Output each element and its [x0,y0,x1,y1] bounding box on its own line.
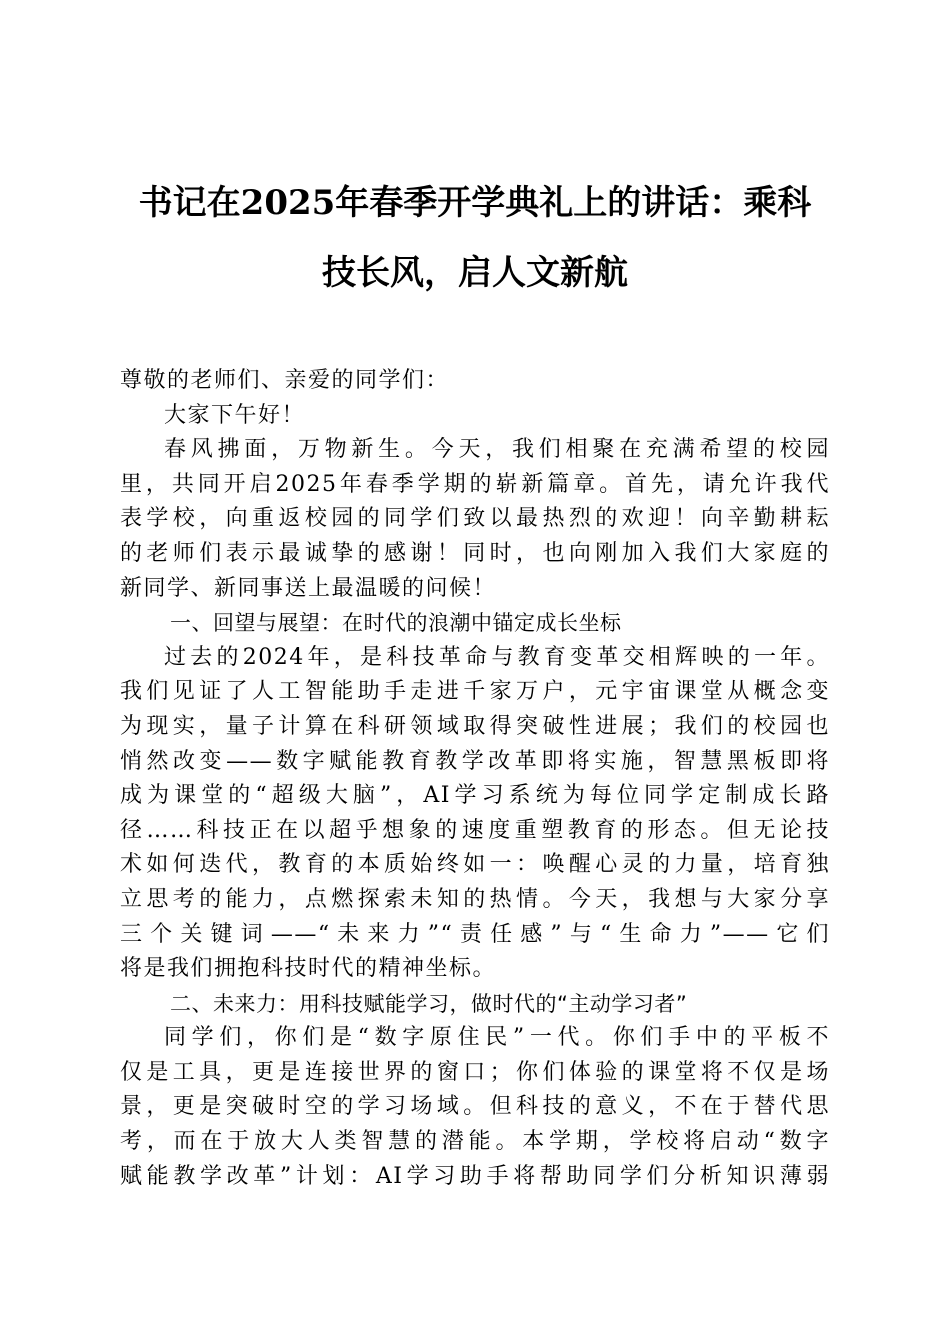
paragraph-line: 三个关键词——“未来力”“责任感”与“生命力”——它们 [120,921,830,947]
paragraph-line: 春风拂面，万物新生。今天，我们相聚在充满希望的校园 [164,437,830,463]
section-heading-1: 一、回望与展望：在时代的浪潮中锚定成长坐标 [170,611,622,636]
paragraph-1 [120,433,830,606]
salutation-text: 尊敬的老师们、亲爱的同学们： [120,368,450,393]
paragraph-line: 成为课堂的“超级大脑”，AI学习系统为每位同学定制成长路 [120,783,830,809]
salutation [120,364,830,399]
paragraph-line: 同学们，你们是“数字原住民”一代。你们手中的平板不 [164,1025,830,1051]
paragraph-line: 仅是工具，更是连接世界的窗口；你们体验的课堂将不仅是场 [120,1059,830,1085]
paragraph-line: 将是我们拥抱科技时代的精神坐标。 [120,956,497,982]
greeting [120,399,830,434]
paragraph-line: 考，而在于放大人类智慧的潜能。本学期，学校将启动“数字 [120,1129,830,1155]
document-body [120,364,830,1194]
paragraph-line: 径……科技正在以超乎想象的速度重塑教育的形态。但无论技 [120,817,830,843]
paragraph-line: 悄然改变——数字赋能教育教学改革即将实施，智慧黑板即将 [120,748,830,774]
paragraph-3 [120,1021,830,1194]
title-line-2: 技长风，启人文新航 [322,253,628,293]
title-line-1: 书记在2025年春季开学典礼上的讲话：乘科 [138,183,812,223]
paragraph-line: 赋能教学改革”计划：AI学习助手将帮助同学们分析知识薄弱 [120,1163,830,1189]
section-heading-2: 二、未来力：用科技赋能学习，做时代的“主动学习者” [170,991,688,1016]
document-title [120,168,830,308]
paragraph-line: 新同学、新同事送上最温暖的问候！ [120,575,497,601]
paragraph-line: 过去的2024年，是科技革命与教育变革交相辉映的一年。 [164,644,830,670]
paragraph-line: 立思考的能力，点燃探索未知的热情。今天，我想与大家分享 [120,886,830,912]
paragraph-line: 我们见证了人工智能助手走进千家万户，元宇宙课堂从概念变 [120,679,830,705]
paragraph-line: 的老师们表示最诚挚的感谢！同时，也向刚加入我们大家庭的 [120,540,830,566]
paragraph-line: 里，共同开启2025年春季学期的崭新篇章。首先，请允许我代 [120,471,830,497]
paragraph-line: 术如何迭代，教育的本质始终如一：唤醒心灵的力量，培育独 [120,852,830,878]
greeting-text: 大家下午好！ [164,402,306,428]
paragraph-line: 表学校，向重返校园的同学们致以最热烈的欢迎！向辛勤耕耘 [120,506,830,532]
paragraph-2 [120,641,830,987]
paragraph-line: 为现实，量子计算在科研领域取得突破性进展；我们的校园也 [120,713,830,739]
paragraph-line: 景，更是突破时空的学习场域。但科技的意义，不在于替代思 [120,1094,830,1120]
